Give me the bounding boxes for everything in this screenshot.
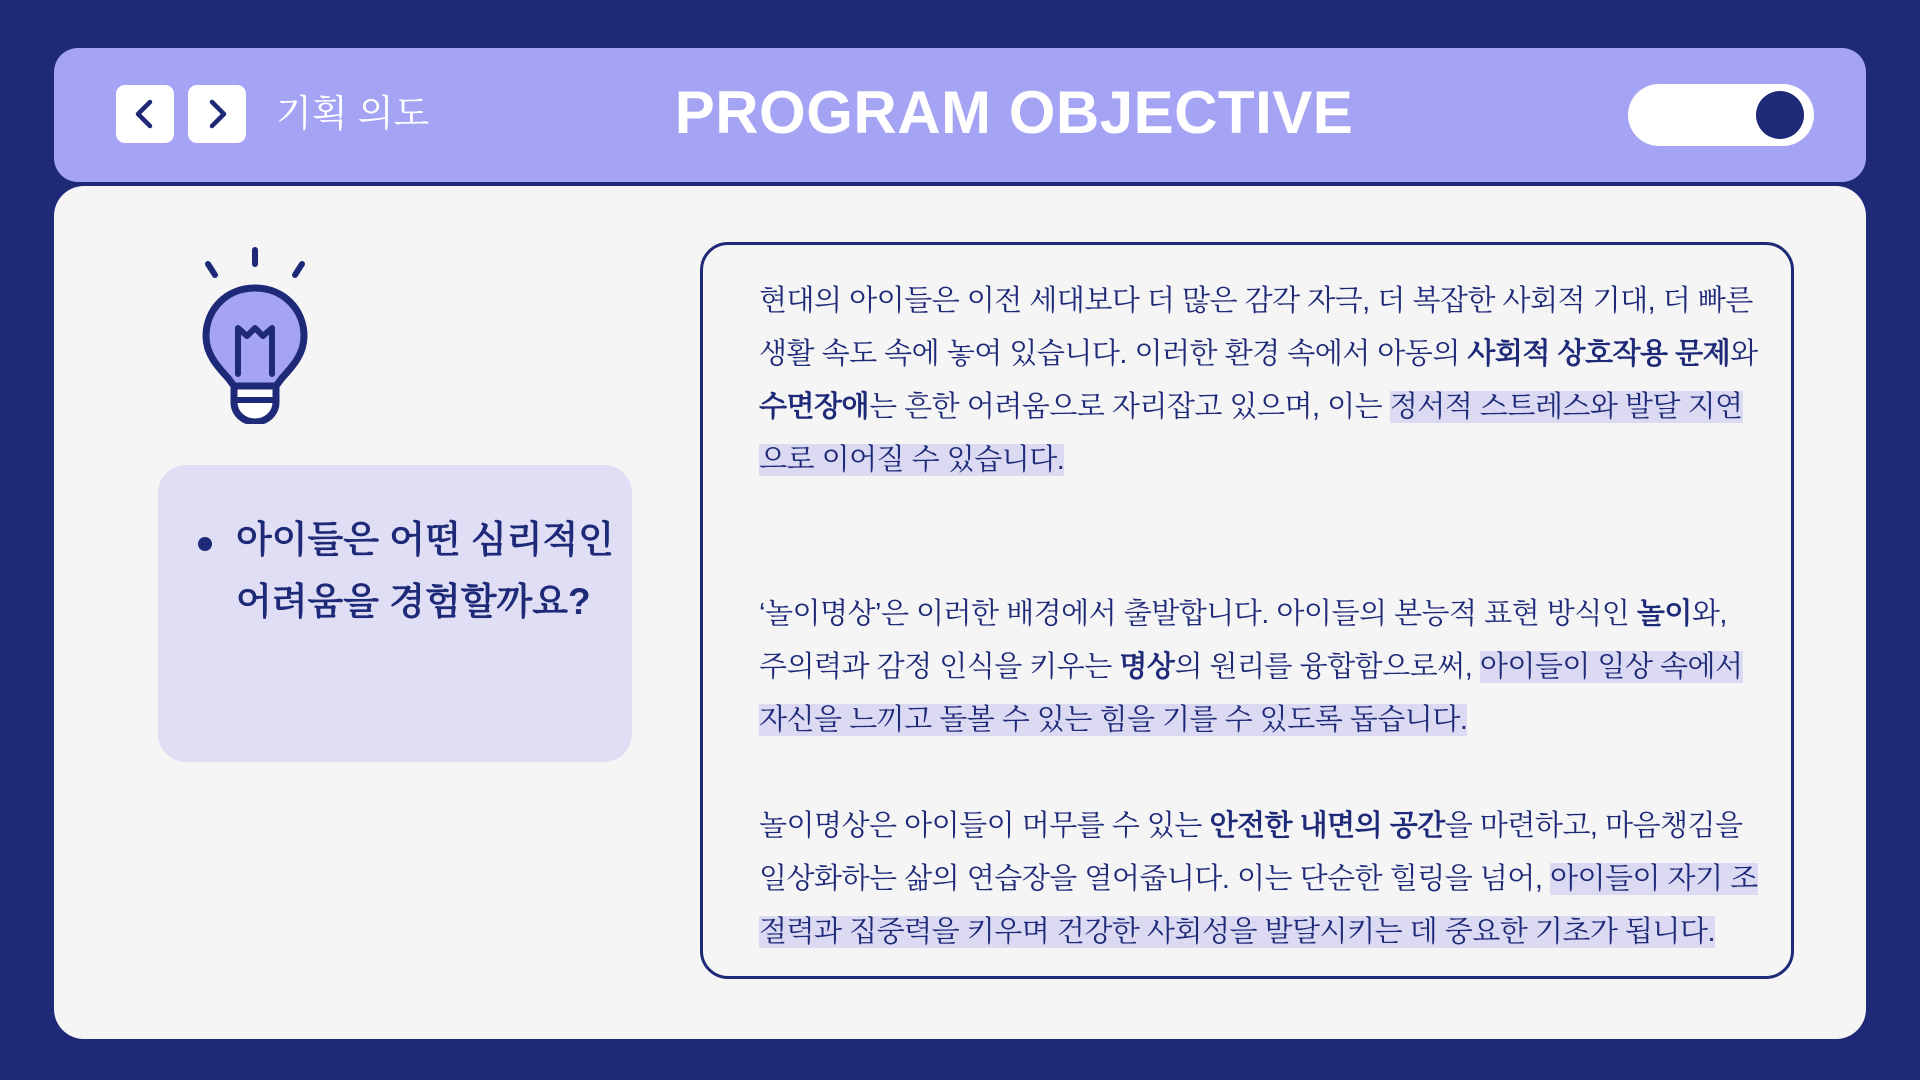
p3-text: 놀이명상은 아이들이 머무를 수 있는 [759,810,1210,842]
page-title: PROGRAM OBJECTIVE [674,79,1354,146]
p3-bold-space: 안전한 내면의 공간 [1209,810,1445,842]
p1-text: 는 흔한 어려움으로 자리잡고 있으며, 이는 [869,391,1390,423]
chevron-left-icon [128,97,162,131]
bullet-dot [198,537,212,551]
p2-text: ‘놀이명상’은 이러한 배경에서 출발합니다. 아이들의 본능적 표현 방식인 [759,598,1637,630]
section-label: 기획 의도 [276,93,430,134]
toggle-knob [1756,91,1804,139]
prev-button[interactable] [116,85,174,143]
paragraph-1 [759,275,1759,487]
question-box [158,465,632,762]
p1-text: 현대의 아이들은 이전 세대보다 더 많은 감각 자극, 더 복잡한 사회적 기대, 더 빠른 생활 속도 속에 놓여 있습니다. 이러한 환경 속에서 아동의 [759,285,1753,370]
p3-highlight: 아이들이 자기 조절력과 집중력을 키우며 건강한 사회성을 발달시키는 데 중요한 기초가 됩니다. [759,863,1758,948]
p1-text: 와 [1730,338,1758,370]
p1-bold-sleep: 수면장애 [759,391,870,423]
p2-bold-play: 놀이 [1636,598,1692,630]
p2-highlight: 아이들이 일상 속에서 자신을 느끼고 돌볼 수 있는 힘을 기를 수 있도록 돕습니다. [759,651,1743,736]
p2-text: 의 원리를 융합함으로써, [1174,651,1480,683]
question-text: 아이들은 어떤 심리적인 어려움을 경험할까요? [236,519,614,622]
p2-text: 와, 주의력과 감정 인식을 키우는 [759,598,1727,683]
p1-highlight: 정서적 스트레스와 발달 지연으로 이어질 수 있습니다. [759,391,1743,476]
toggle-switch[interactable] [1628,84,1814,146]
p3-text: 을 마련하고, 마음챙김을 일상화하는 삶의 연습장을 열어줍니다. 이는 단순한 힐링을 넘어, [759,810,1743,895]
next-button[interactable] [188,85,246,143]
p2-bold-meditation: 명상 [1119,651,1175,683]
p1-bold-social: 사회적 상호작용 문제 [1467,338,1731,370]
paragraph-3 [759,800,1759,959]
lightbulb-icon [170,244,340,424]
chevron-right-icon [200,97,234,131]
description-panel [700,242,1794,979]
content-card [54,186,1866,1039]
header-bar [54,48,1866,182]
paragraph-2 [759,588,1759,747]
